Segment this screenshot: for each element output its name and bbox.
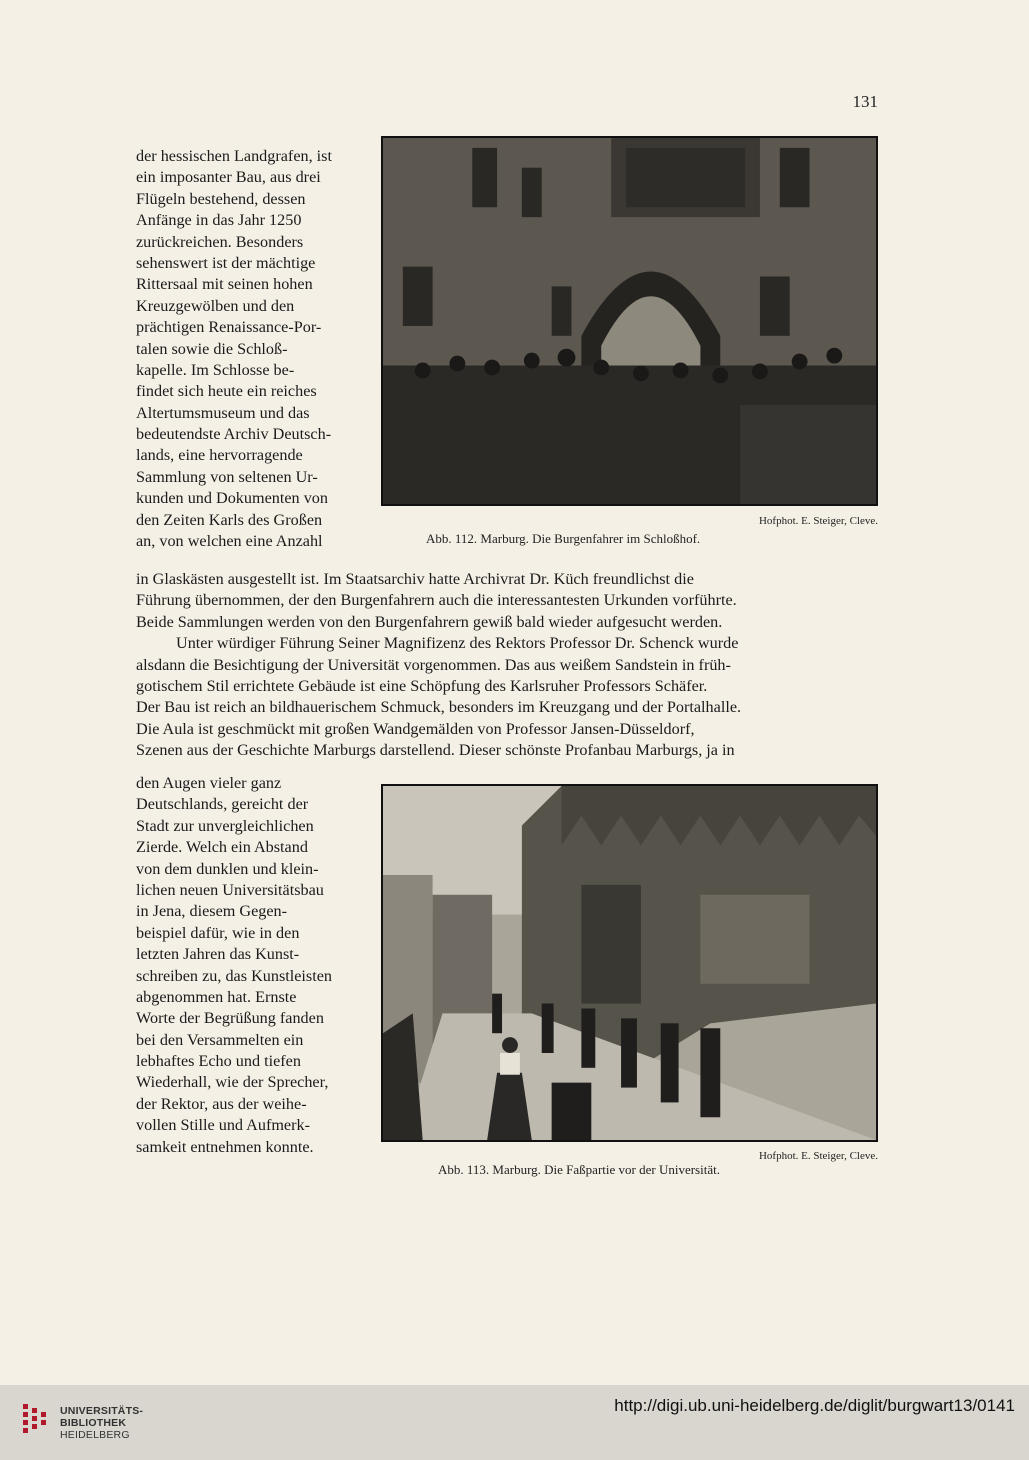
text-line: ein imposanter Bau, aus drei [136, 168, 321, 187]
text-line: Unter würdiger Führung Seiner Magnifizenz des Rektors Professor Dr. Schenck wurde [176, 634, 739, 653]
upper-text-column [136, 146, 366, 552]
source-url-link[interactable]: http://digi.ub.uni-heidelberg.de/diglit/burgwart13/0141 [614, 1396, 1015, 1415]
text-line: lands, eine hervorragende [136, 446, 303, 465]
text-line: kapelle. Im Schlosse be- [136, 360, 295, 379]
text-line: letzten Jahren das Kunst- [136, 945, 300, 964]
text-line: Altertumsmuseum und das [136, 403, 310, 422]
text-line: Rittersaal mit seinen hohen [136, 275, 313, 294]
text-line: vollen Stille und Aufmerk- [136, 1116, 310, 1135]
text-line: Worte der Begrüßung fanden [136, 1009, 324, 1028]
photo-university-street [381, 784, 878, 1142]
text-line: den Zeiten Karls des Großen [136, 510, 323, 529]
lower-text-column [136, 773, 366, 1158]
text-line: beispiel dafür, wie in den [136, 923, 300, 942]
text-line: Anfänge in das Jahr 1250 [136, 211, 302, 230]
text-line: bei den Versammelten ein [136, 1030, 304, 1049]
photo-credit: Hofphot. E. Steiger, Cleve. [758, 1150, 878, 1162]
text-line: sehenswert ist der mächtige [136, 253, 316, 272]
text-line: der Rektor, aus der weihe- [136, 1094, 307, 1113]
full-width-text [136, 569, 878, 762]
text-line: von dem dunklen und klein- [136, 859, 319, 878]
library-name-line-1: UNIVERSITÄTS- [60, 1405, 144, 1417]
library-name-line-3: HEIDELBERG [60, 1429, 130, 1441]
text-line: Führung übernommen, der den Burgenfahrern auch die interessantesten Urkunden vorführte. [136, 591, 737, 610]
text-line: Flügeln bestehend, dessen [136, 189, 306, 208]
text-line: in Glaskästen ausgestellt ist. Im Staatsarchiv hatte Archivrat Dr. Küch freundlichst die [136, 570, 694, 588]
text-line: abgenommen hat. Ernste [136, 987, 297, 1006]
text-line: kunden und Dokumenten von [136, 489, 328, 508]
text-line: prächtigen Renaissance-Por- [136, 318, 322, 337]
text-line: gotischem Stil errichtete Gebäude ist eine Schöpfung des Karlsruher Professors Schäfer. [136, 676, 708, 695]
library-name-line-2: BIBLIOTHEK [60, 1417, 127, 1429]
text-line: lebhaftes Echo und tiefen [136, 1052, 301, 1071]
text-line: Deutschlands, gereicht der [136, 795, 309, 814]
text-line: Die Aula ist geschmückt mit großen Wandgemälden von Professor Jansen-Düsseldorf, [136, 719, 695, 738]
page-number: 131 [852, 92, 878, 111]
text-line: schreiben zu, das Kunstleisten [136, 966, 332, 985]
text-line: zurückreichen. Besonders [136, 232, 304, 251]
text-line: Sammlung von seltenen Ur- [136, 467, 318, 486]
text-line: Szenen aus der Geschichte Marburgs darstellend. Dieser schönste Profanbau Marburgs, ja in [136, 741, 735, 760]
text-line: den Augen vieler ganz [136, 774, 282, 792]
text-line: Beide Sammlungen werden von den Burgenfahrern gewiß bald wieder aufgesucht werden. [136, 612, 723, 631]
heidelberg-logo-icon [20, 1402, 50, 1440]
text-line: Wiederhall, wie der Sprecher, [136, 1073, 329, 1092]
text-line: Kreuzgewölben und den [136, 296, 295, 315]
text-line: talen sowie die Schloß- [136, 339, 288, 358]
text-line: in Jena, diesem Gegen- [136, 902, 288, 921]
text-line: Zierde. Welch ein Abstand [136, 838, 308, 857]
text-line: an, von welchen eine Anzahl [136, 532, 323, 551]
text-line: alsdann die Besichtigung der Universität vorgenommen. Das aus weißem Sandstein in früh- [136, 655, 731, 674]
text-line: Der Bau ist reich an bildhauerischem Schmuck, besonders im Kreuzgang und der Portalhalle. [136, 698, 742, 717]
text-line: lichen neuen Universitätsbau [136, 880, 324, 899]
text-line: samkeit entnehmen konnte. [136, 1137, 314, 1156]
text-line: Stadt zur unvergleichlichen [136, 816, 314, 835]
text-line: findet sich heute ein reiches [136, 382, 317, 401]
photo-credit: Hofphot. E. Steiger, Cleve. [758, 515, 878, 527]
text-line: der hessischen Landgrafen, ist [136, 147, 332, 165]
figure-caption: Abb. 112. Marburg. Die Burgenfahrer im Schloßhof. [426, 531, 701, 546]
figure-caption: Abb. 113. Marburg. Die Faßpartie vor der Universität. [438, 1162, 720, 1177]
text-line: bedeutendste Archiv Deutsch- [136, 425, 332, 444]
photo-castle-courtyard [381, 136, 878, 506]
